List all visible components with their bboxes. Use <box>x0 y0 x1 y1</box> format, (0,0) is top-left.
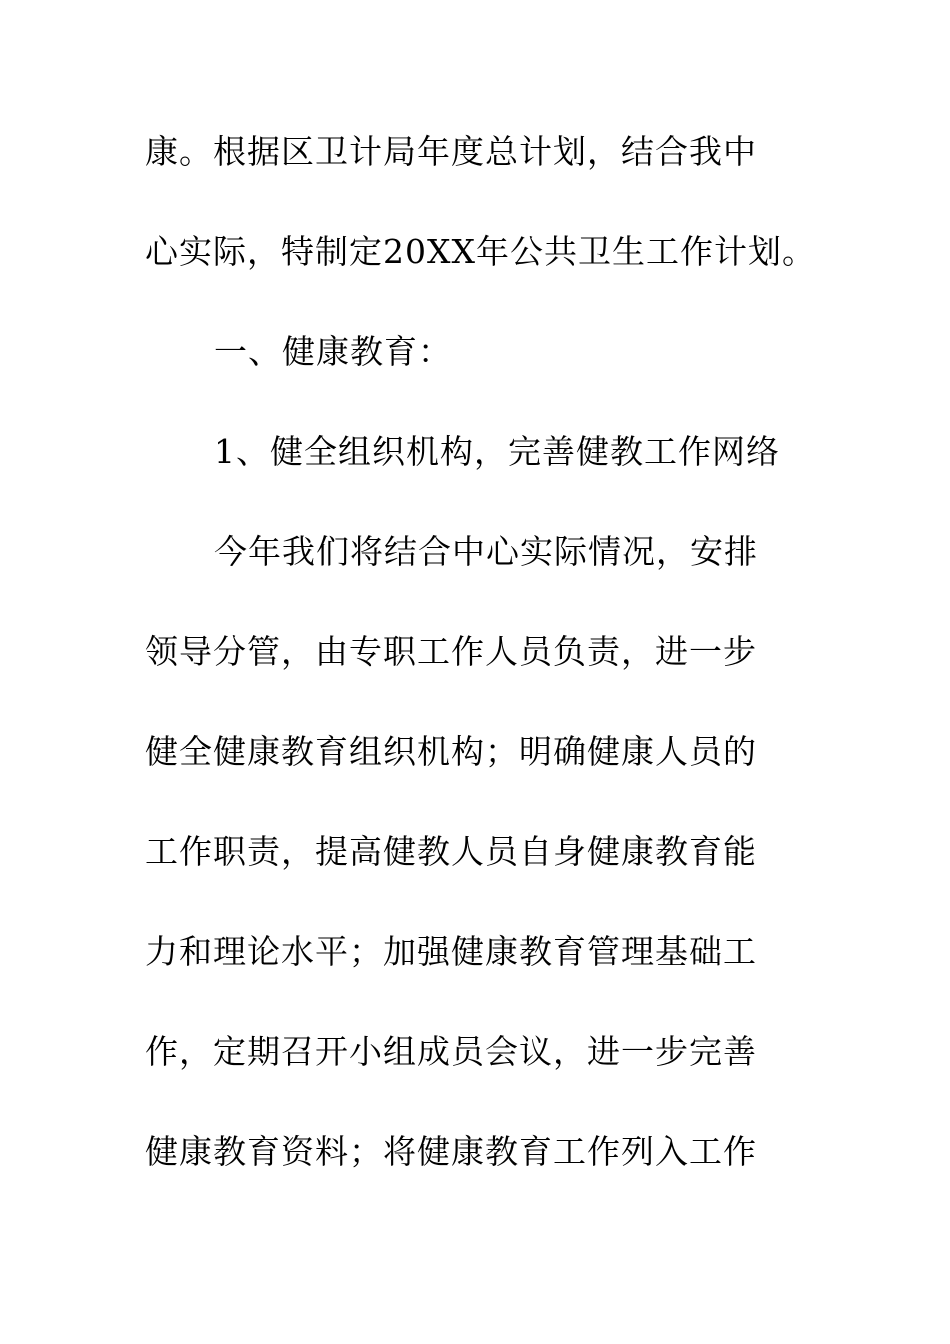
paragraph-line: 健全健康教育组织机构；明确健康人员的 <box>145 732 757 771</box>
section-heading: 一、健康教育： <box>214 332 452 371</box>
paragraph-line: 工作职责，提高健教人员自身健康教育能 <box>145 832 757 871</box>
paragraph-line: 心实际，特制定20XX年公共卫生工作计划。 <box>145 232 816 271</box>
subsection-heading: 1、健全组织机构，完善健教工作网络 <box>214 432 780 471</box>
paragraph-line: 力和理论水平；加强健康教育管理基础工 <box>145 932 757 971</box>
paragraph-line: 领导分管，由专职工作人员负责，进一步 <box>145 632 757 671</box>
paragraph-line: 健康教育资料；将健康教育工作列入工作 <box>145 1132 757 1171</box>
paragraph-line: 康。根据区卫计局年度总计划，结合我中 <box>145 132 757 171</box>
paragraph-line: 作，定期召开小组成员会议，进一步完善 <box>145 1032 757 1071</box>
paragraph-line: 今年我们将结合中心实际情况，安排 <box>214 532 758 571</box>
